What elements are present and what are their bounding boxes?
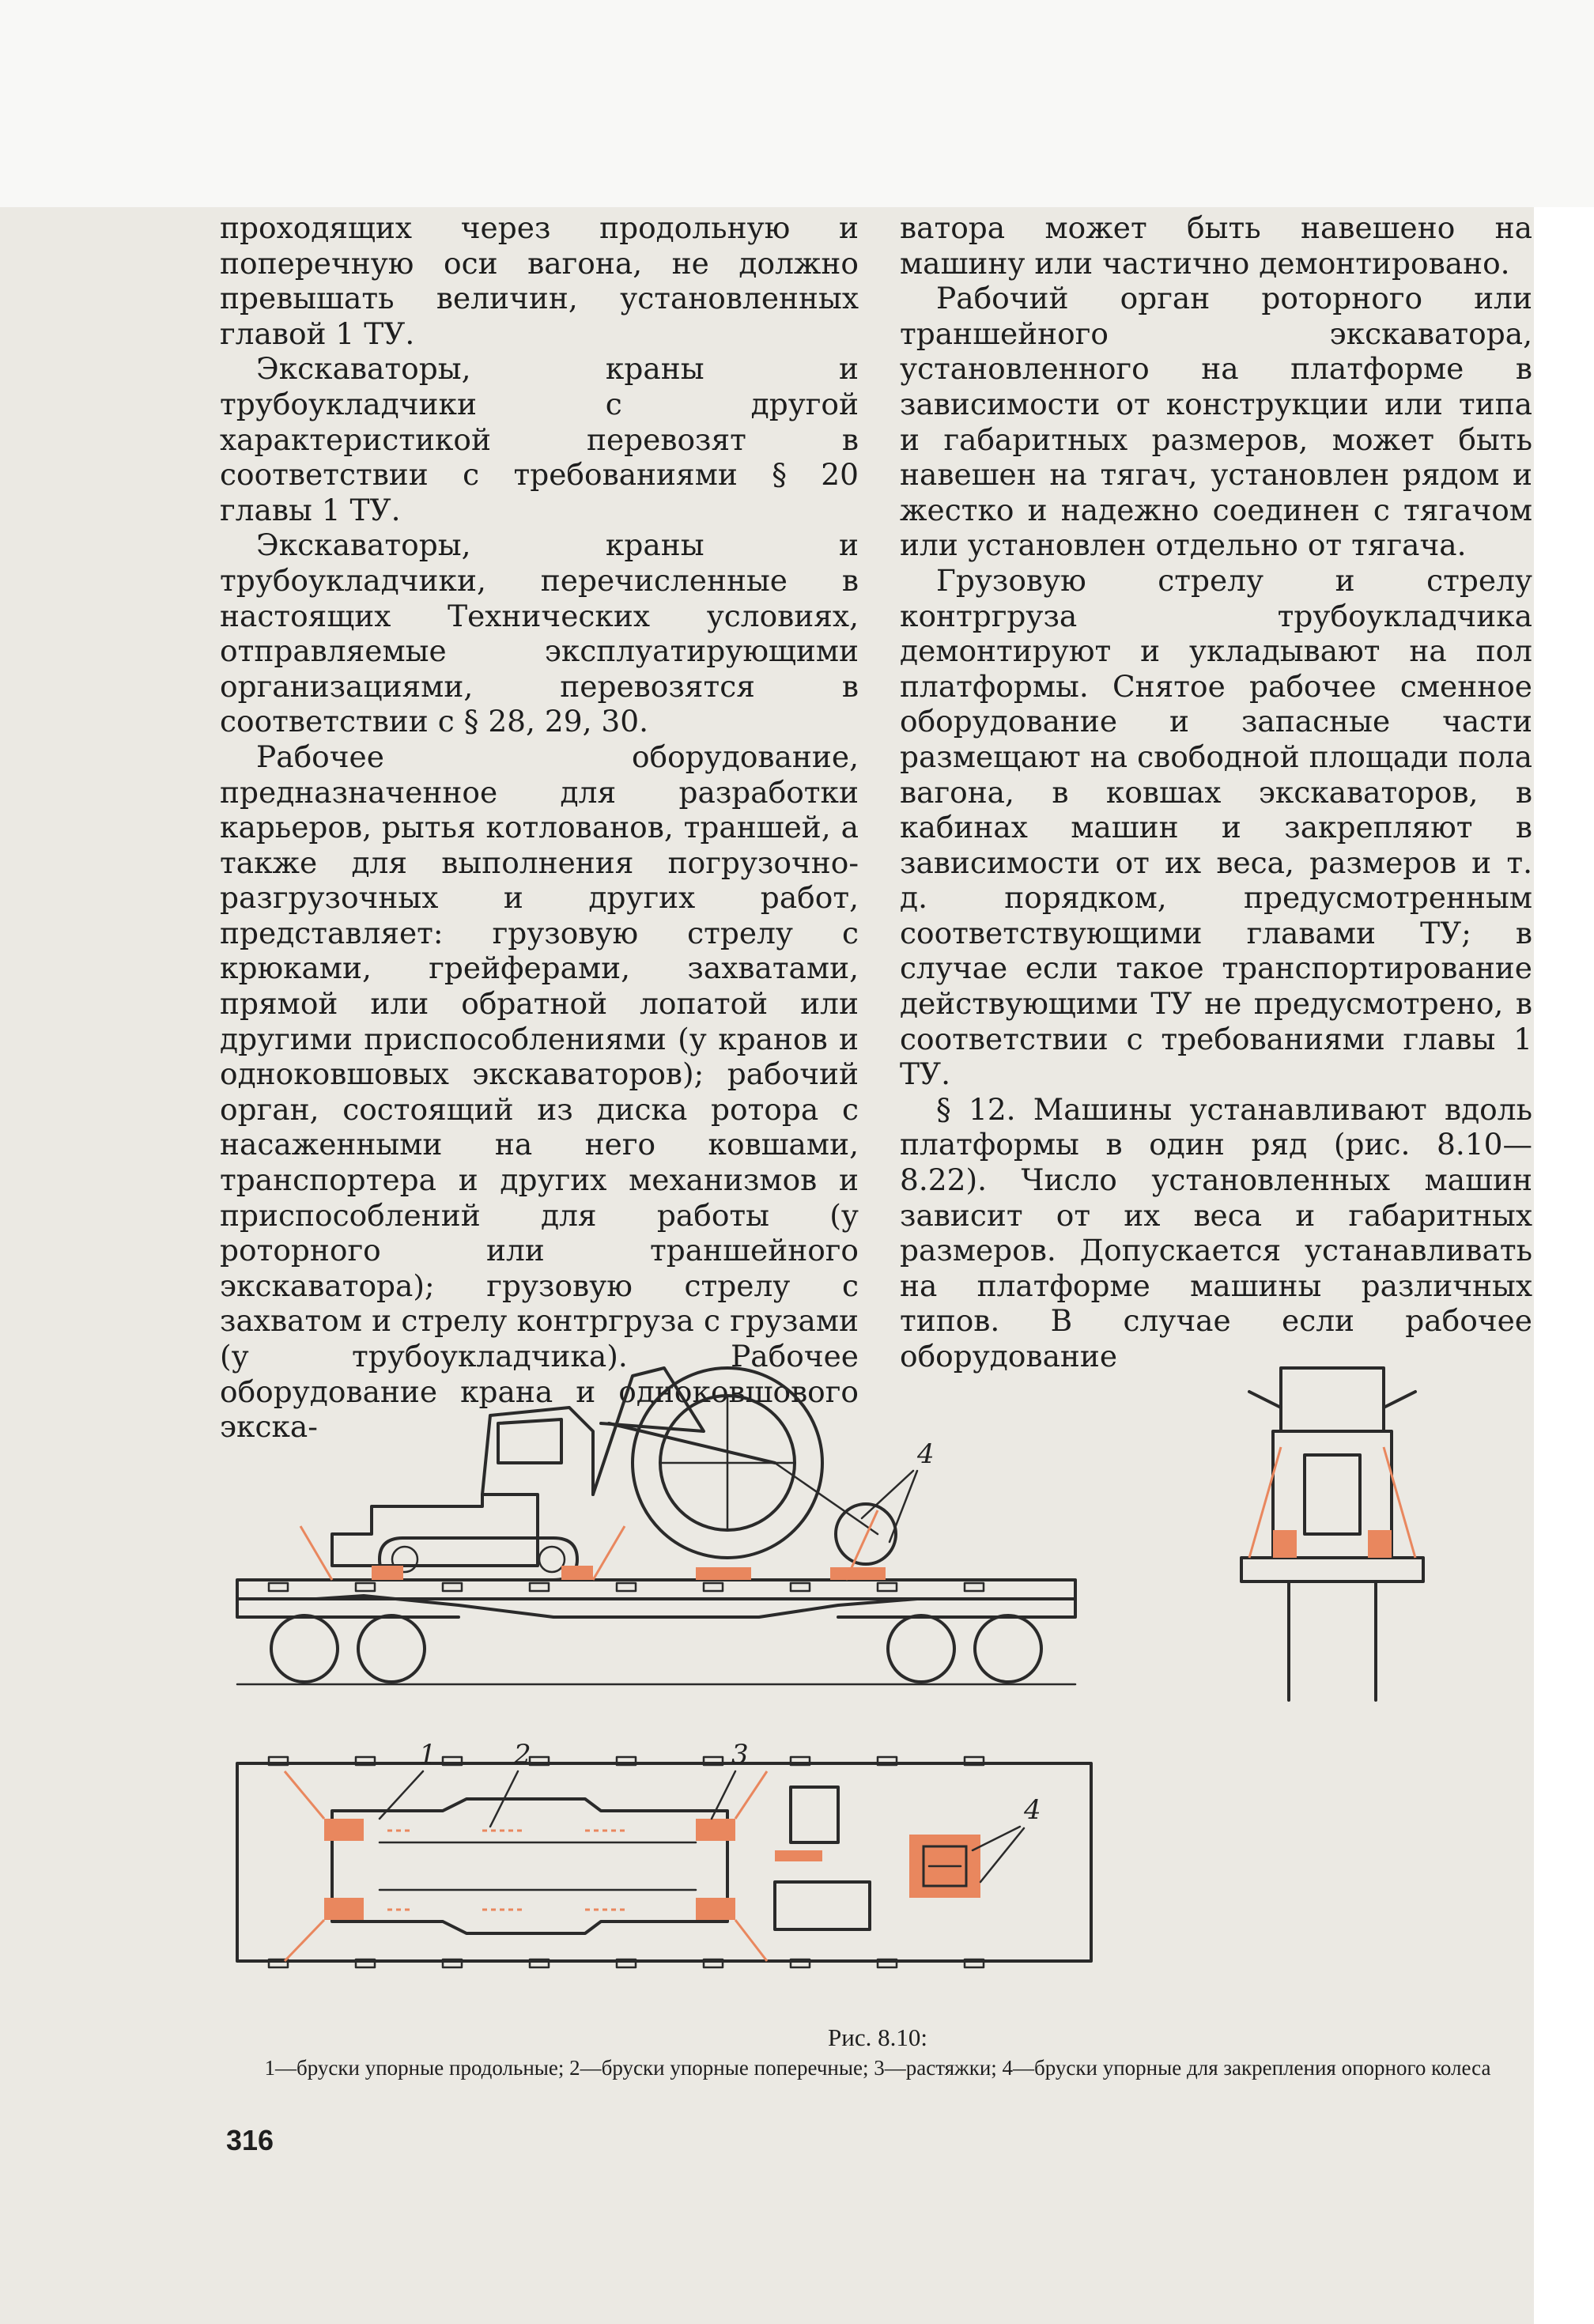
figure-8-10 — [221, 1344, 1534, 2016]
callout-3: 3 — [731, 1739, 749, 1770]
caption-title: Рис. 8.10: — [828, 2024, 927, 2051]
paragraph: Рабочее оборудование, предназначенное для разработки карьеров, рытья котлованов, траншей, а также для выполнения погрузочно-разгрузочных и других работ, представляет: грузовую стрелу с крюками, грейферами, захватами, прямой или обратной лопатой или другими приспособлениями (у кранов и одноковшовых экскаваторов); рабочий орган, состоящий из диска ротора с насаженными на него ковшами, транспортера и других механизмов и приспособлений для работы (у роторного или траншейного экскаватора); грузовую стрелу с захватом и стрелу контргруза с грузами (у трубоукладчика). Рабочее оборудование крана и одноковшового экска- — [220, 739, 859, 1445]
paragraph: Экскаваторы, краны и трубоукладчики, перечисленные в настоящих Технических условиях, отправляемые эксплуатирующими организациями, перевозятся в соответствии с § 28, 29, 30. — [220, 527, 859, 739]
page-number: 316 — [226, 2124, 274, 2156]
callout-4-plan: 4 — [1024, 1794, 1041, 1826]
figure-caption — [221, 2023, 1534, 2081]
paragraph: Экскаваторы, краны и трубоукладчики с другой характеристикой перевозят в соответствии с требованиями § 20 главы 1 ТУ. — [220, 351, 859, 527]
callout-2: 2 — [514, 1739, 531, 1770]
scan-margin-top — [0, 0, 1594, 207]
paragraph: Рабочий орган роторного или траншейного экскаватора, установленного на платформе в зависимости от конструкции или типа и габаритных размеров, может быть навешен на тягач, установлен рядом и жестко и надежно соединен с тягачом или установлен отдельно от тягача. — [900, 281, 1532, 563]
callout-1: 1 — [419, 1739, 436, 1770]
excavator-side-view — [332, 1368, 896, 1580]
paragraph: ватора может быть навешено на машину или частично демонтировано. — [900, 210, 1532, 281]
platform-side-view — [237, 1580, 1075, 1684]
end-view — [1241, 1368, 1423, 1700]
paragraph: проходящих через продольную и поперечную оси вагона, не должно превышать величин, установленных главой 1 ТУ. — [220, 210, 859, 351]
scan-margin-right — [1534, 207, 1594, 2324]
left-text-column — [220, 210, 859, 1445]
caption-text: 1—бруски упорные продольные; 2—бруски упорные поперечные; 3—растяжки; 4—бруски упорные для закрепления опорного колеса — [264, 2056, 1491, 2080]
right-text-column — [900, 210, 1532, 1374]
paragraph: § 12. Машины устанавливают вдоль платформы в один ряд (рис. 8.10—8.22). Число установленных машин зависит от их веса и габаритных размеров. Допускается устанавливать на платформе машины различных типов. В случае если рабочее оборудование — [900, 1091, 1532, 1374]
plan-chocks — [285, 1771, 980, 1961]
side-chocks — [300, 1510, 886, 1580]
callout-4-side: 4 — [917, 1438, 935, 1470]
paragraph: Грузовую стрелу и стрелу контргруза трубоукладчика демонтируют и укладывают на пол платформы. Снятое рабочее сменное оборудование и запасные части размещают на свободной площади пола вагона, в ковшах экскаваторов, в кабинах машин и закрепляют в зависимости от их веса, размеров и т. д. порядком, предусмотренным соответствующими главами ТУ; в случае если такое транспортирование действующими ТУ не предусмотрено, в соответствии с требованиями главы 1 ТУ. — [900, 562, 1532, 1092]
